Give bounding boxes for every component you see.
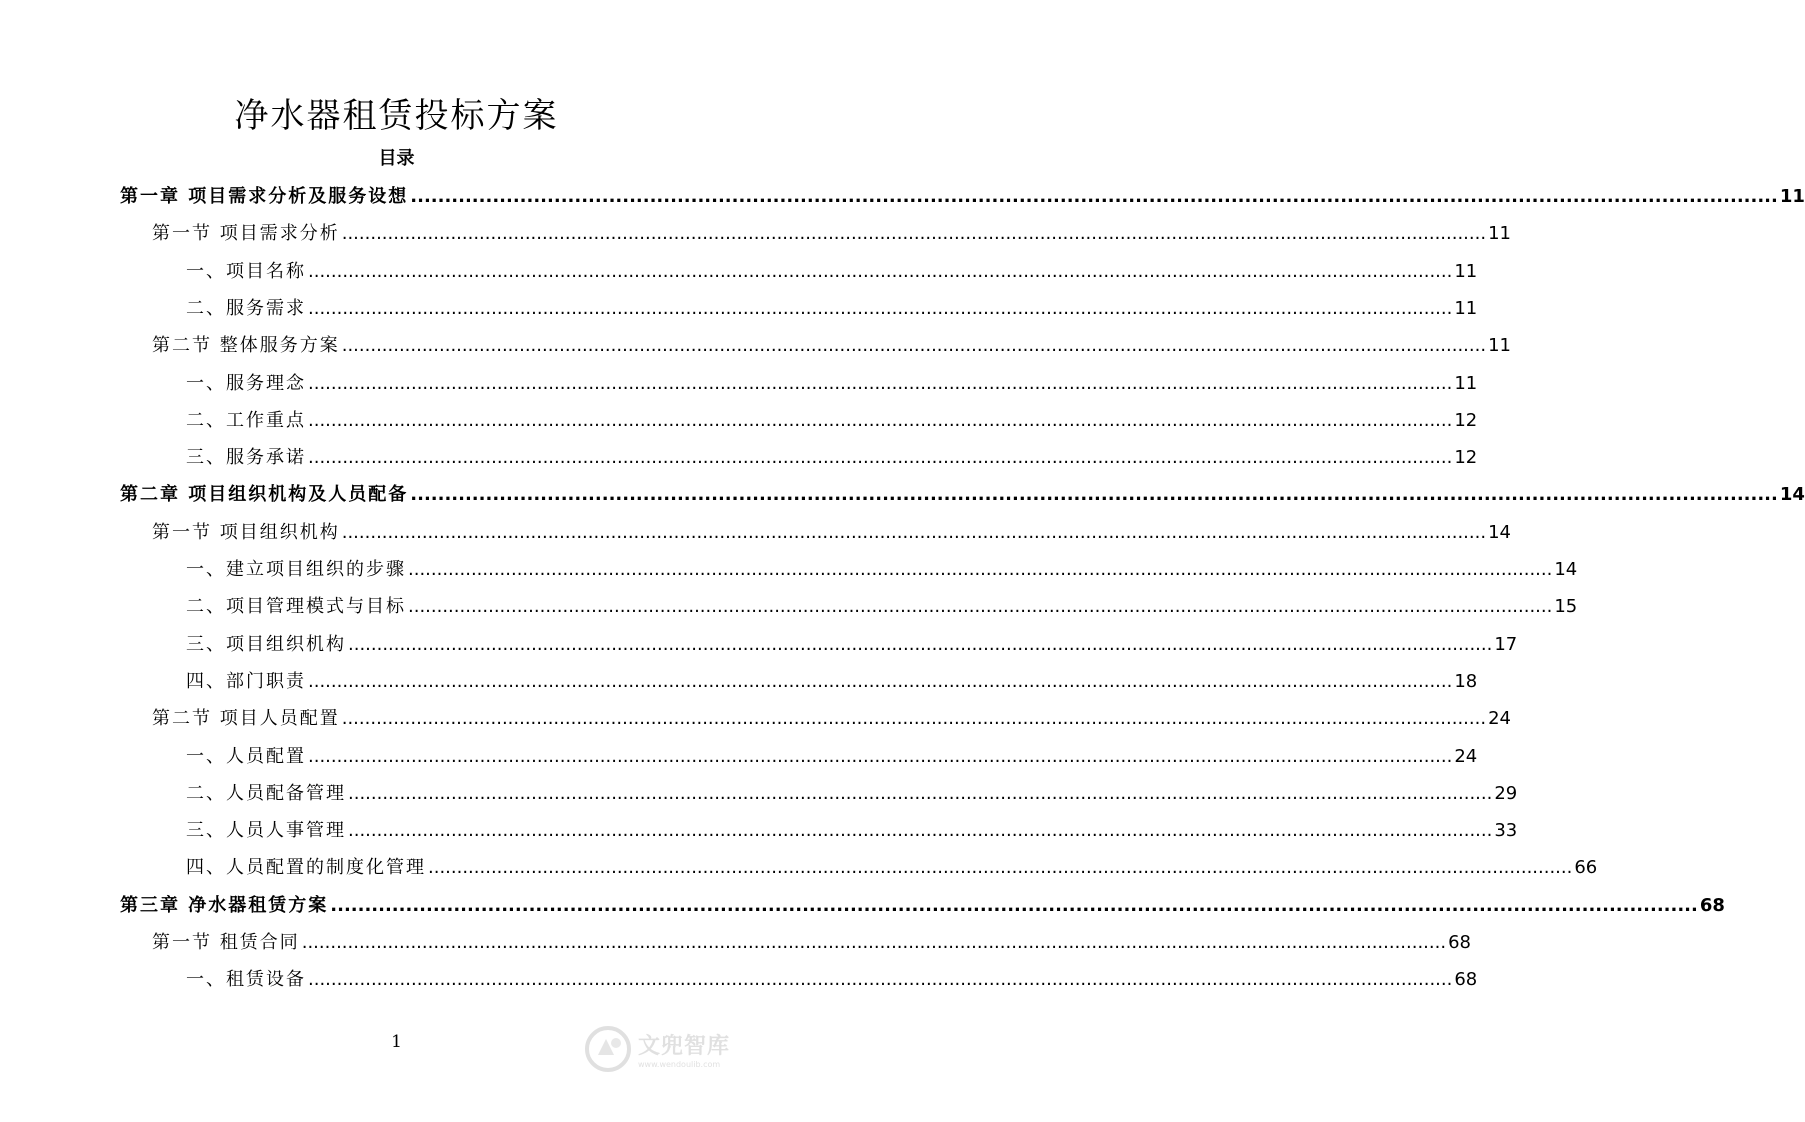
toc-leader-dots: ........................................................................................................................................................................................................: [308, 447, 1453, 469]
toc-leader-dots: ........................................................................................................................................................................................................: [308, 297, 1453, 319]
toc-entry-level-3[interactable]: [186, 294, 1478, 324]
toc-heading: 目录: [378, 148, 415, 169]
toc-entry-page: 33: [1494, 820, 1518, 842]
toc-leader-dots: ........................................................................................................................................................................................................: [308, 409, 1453, 431]
toc-entry-level-3[interactable]: [186, 443, 1478, 473]
toc-entry-page: 11: [1454, 372, 1478, 394]
toc-entry-label: 第二节 整体服务方案: [152, 335, 340, 357]
toc-entry-page: 68: [1699, 894, 1725, 916]
toc-entry-page: 17: [1494, 633, 1518, 655]
toc-entry-page: 68: [1454, 969, 1478, 991]
toc-entry-level-3[interactable]: [186, 257, 1478, 287]
toc-entry-level-2[interactable]: [152, 331, 1511, 361]
toc-entry-page: 11: [1488, 223, 1511, 245]
toc-entry-level-2[interactable]: [152, 518, 1511, 548]
toc-entry-level-3[interactable]: [186, 742, 1478, 772]
toc-entry-label: 四、人员配置的制度化管理: [186, 857, 426, 879]
toc-entry-label: 第二节 项目人员配置: [152, 708, 340, 730]
toc-entry-label: 二、服务需求: [186, 297, 306, 319]
toc-entry-label: 第一节 租赁合同: [152, 932, 300, 953]
wendou-logo-icon: [584, 1025, 632, 1073]
toc-leader-dots: ........................................................................................................................................................................................................: [341, 521, 1487, 543]
toc-entry-level-1[interactable]: [120, 182, 1805, 212]
toc-entry-level-3[interactable]: [186, 965, 1478, 995]
toc-entry-level-3[interactable]: [186, 369, 1478, 399]
toc-leader-dots: ........................................................................................................................................................................................................: [308, 969, 1453, 991]
toc-entry-page: 11: [1454, 297, 1478, 319]
toc-leader-dots: ........................................................................................................................................................................................................: [341, 223, 1487, 245]
toc-entry-label: 二、项目管理模式与目标: [186, 596, 406, 618]
toc-leader-dots: ........................................................................................................................................................................................................: [308, 260, 1453, 282]
toc-entry-level-2[interactable]: [152, 704, 1511, 734]
toc-entry-label: 二、工作重点: [186, 409, 306, 431]
toc-entry-level-3[interactable]: [186, 555, 1578, 585]
toc-leader-dots: ........................................................................................................................................................................................................: [348, 633, 1493, 655]
toc-entry-label: 一、建立项目组织的步骤: [186, 559, 406, 580]
watermark-url: www.wendoulib.com: [638, 1060, 721, 1069]
toc-entry-page: 14: [1554, 559, 1578, 580]
toc-leader-dots: ........................................................................................................................................................................................................: [341, 708, 1487, 730]
toc-entry-page: 68: [1448, 932, 1471, 953]
page-number: 1: [391, 1032, 402, 1052]
toc-entry-page: 11: [1779, 186, 1805, 207]
toc-leader-dots: ........................................................................................................................................................................................................: [410, 186, 1778, 207]
toc-leader-dots: ........................................................................................................................................................................................................: [308, 372, 1453, 394]
toc-leader-dots: ........................................................................................................................................................................................................: [408, 559, 1553, 580]
toc-leader-dots: ........................................................................................................................................................................................................: [308, 745, 1453, 767]
toc-entry-level-3[interactable]: [186, 630, 1518, 660]
toc-leader-dots: ........................................................................................................................................................................................................: [330, 894, 1698, 916]
toc-entry-level-1[interactable]: [120, 891, 1725, 921]
toc-leader-dots: ........................................................................................................................................................................................................: [308, 670, 1453, 692]
toc-entry-level-2[interactable]: [152, 219, 1511, 249]
toc-entry-page: 11: [1488, 335, 1511, 357]
toc-entry-label: 一、服务理念: [186, 372, 306, 394]
toc-entry-level-3[interactable]: [186, 853, 1598, 883]
toc-entry-page: 14: [1488, 521, 1511, 543]
watermark: [584, 1022, 784, 1076]
toc-entry-level-3[interactable]: [186, 406, 1478, 436]
toc-entry-page: 14: [1779, 484, 1805, 506]
toc-entry-page: 12: [1454, 409, 1478, 431]
toc-entry-page: 24: [1454, 745, 1478, 767]
toc-leader-dots: ........................................................................................................................................................................................................: [348, 820, 1493, 842]
toc-entry-label: 三、服务承诺: [186, 447, 306, 469]
document-title: 净水器租赁投标方案: [234, 96, 559, 136]
toc-entry-page: 12: [1454, 447, 1478, 469]
toc-leader-dots: ........................................................................................................................................................................................................: [341, 335, 1487, 357]
toc-leader-dots: ........................................................................................................................................................................................................: [348, 782, 1493, 804]
toc-leader-dots: ........................................................................................................................................................................................................: [301, 932, 1447, 953]
toc-entry-label: 四、部门职责: [186, 670, 306, 692]
toc-entry-label: 一、项目名称: [186, 260, 306, 282]
toc-entry-label: 第三章 净水器租赁方案: [120, 894, 329, 916]
toc-leader-dots: ........................................................................................................................................................................................................: [408, 596, 1553, 618]
toc-entry-page: 18: [1454, 670, 1478, 692]
toc-entry-label: 三、人员人事管理: [186, 820, 346, 842]
toc-entry-label: 第一节 项目组织机构: [152, 521, 340, 543]
toc-entry-page: 11: [1454, 260, 1478, 282]
toc-entry-label: 二、人员配备管理: [186, 782, 346, 804]
toc-entry-page: 24: [1488, 708, 1511, 730]
toc-entry-page: 15: [1554, 596, 1578, 618]
toc-entry-level-3[interactable]: [186, 667, 1478, 697]
toc-entry-level-1[interactable]: [120, 480, 1805, 510]
toc-entry-label: 第一章 项目需求分析及服务设想: [120, 186, 409, 207]
toc-entry-level-3[interactable]: [186, 779, 1518, 809]
toc-entry-level-2[interactable]: [152, 928, 1471, 958]
toc-leader-dots: ........................................................................................................................................................................................................: [428, 857, 1573, 879]
toc-entry-page: 66: [1574, 857, 1598, 879]
toc-entry-label: 一、人员配置: [186, 745, 306, 767]
toc-leader-dots: ........................................................................................................................................................................................................: [410, 484, 1778, 506]
toc-entry-label: 第一节 项目需求分析: [152, 223, 340, 245]
toc-entry-label: 第二章 项目组织机构及人员配备: [120, 484, 409, 506]
toc-entry-level-3[interactable]: [186, 816, 1518, 846]
toc-entry-label: 一、租赁设备: [186, 969, 306, 991]
toc-entry-level-3[interactable]: [186, 592, 1578, 622]
watermark-name: 文兜智库: [638, 1034, 731, 1059]
toc-entry-page: 29: [1494, 782, 1518, 804]
toc-entry-label: 三、项目组织机构: [186, 633, 346, 655]
